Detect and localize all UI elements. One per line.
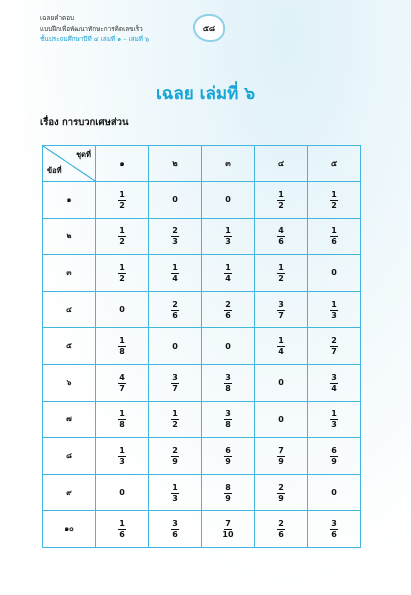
fraction-denominator: 9	[278, 456, 284, 466]
answer-cell	[255, 291, 308, 328]
fraction-answer	[277, 337, 285, 356]
fraction-denominator: 10	[222, 530, 234, 540]
answer-cell	[202, 182, 255, 219]
fraction-answer	[118, 337, 126, 356]
answer-cell	[149, 255, 202, 292]
column-header-set-1: ๑	[96, 146, 149, 182]
fraction-denominator: 3	[331, 420, 337, 430]
fraction-denominator: 3	[172, 237, 178, 247]
fraction-answer	[224, 227, 232, 246]
whole-number-answer: 0	[278, 414, 284, 424]
answer-cell	[149, 438, 202, 475]
whole-number-answer: 0	[172, 341, 178, 351]
answer-cell	[96, 182, 149, 219]
table-row	[43, 474, 361, 511]
table-row	[43, 438, 361, 475]
fraction-numerator: 3	[225, 409, 231, 419]
row-label: ๖	[43, 364, 96, 401]
fraction-answer	[330, 301, 338, 320]
fraction-answer	[330, 520, 338, 539]
fraction-denominator: 6	[331, 237, 337, 247]
table-row	[43, 255, 361, 292]
answer-cell	[96, 474, 149, 511]
fraction-denominator: 4	[331, 383, 337, 393]
fraction-numerator: 1	[331, 189, 337, 199]
fraction-numerator: 6	[331, 445, 337, 455]
fraction-answer	[330, 191, 338, 210]
answer-cell	[308, 291, 361, 328]
answer-cell	[202, 511, 255, 548]
row-label: ๙	[43, 474, 96, 511]
answer-table-body	[43, 182, 361, 548]
answer-cell	[149, 474, 202, 511]
answer-cell	[149, 364, 202, 401]
answer-cell	[255, 218, 308, 255]
fraction-answer	[277, 264, 285, 283]
fraction-numerator: 1	[278, 336, 284, 346]
row-label: ๑	[43, 182, 96, 219]
answer-cell	[202, 218, 255, 255]
fraction-denominator: 2	[278, 273, 284, 283]
fraction-denominator: 7	[172, 383, 178, 393]
fraction-answer	[224, 264, 232, 283]
fraction-answer	[118, 374, 126, 393]
whole-number-answer: 0	[225, 195, 231, 205]
fraction-answer	[277, 520, 285, 539]
answer-cell	[308, 401, 361, 438]
answer-cell	[202, 255, 255, 292]
fraction-numerator: 2	[278, 519, 284, 529]
fraction-denominator: 7	[119, 383, 125, 393]
whole-number-answer: 0	[278, 378, 284, 388]
answer-cell	[96, 438, 149, 475]
whole-number-answer: 0	[119, 305, 125, 315]
answer-cell	[202, 474, 255, 511]
fraction-answer	[171, 264, 179, 283]
answer-cell	[255, 438, 308, 475]
fraction-numerator: 1	[278, 189, 284, 199]
fraction-answer	[330, 410, 338, 429]
fraction-denominator: 9	[172, 456, 178, 466]
fraction-denominator: 9	[331, 456, 337, 466]
row-label: ๘	[43, 438, 96, 475]
fraction-numerator: 3	[331, 372, 337, 382]
fraction-denominator: 8	[225, 420, 231, 430]
fraction-denominator: 6	[225, 310, 231, 320]
fraction-answer	[171, 227, 179, 246]
fraction-answer	[330, 227, 338, 246]
answer-cell	[202, 401, 255, 438]
fraction-answer	[277, 447, 285, 466]
fraction-numerator: 3	[172, 519, 178, 529]
answer-cell	[308, 474, 361, 511]
fraction-denominator: 2	[331, 200, 337, 210]
answer-cell	[149, 401, 202, 438]
whole-number-answer: 0	[331, 488, 337, 498]
fraction-numerator: 3	[278, 299, 284, 309]
fraction-denominator: 3	[331, 310, 337, 320]
answer-cell	[96, 328, 149, 365]
fraction-numerator: 1	[172, 262, 178, 272]
table-row	[43, 401, 361, 438]
page-number-badge: ๕๘	[193, 14, 225, 42]
fraction-denominator: 2	[119, 237, 125, 247]
answer-table	[42, 145, 361, 548]
fraction-answer	[224, 374, 232, 393]
page-title: เฉลย เล่มที่ ๖	[155, 84, 256, 104]
fraction-numerator: 1	[119, 226, 125, 236]
row-label: ๔	[43, 291, 96, 328]
fraction-answer	[171, 484, 179, 503]
answer-cell	[255, 328, 308, 365]
table-row	[43, 364, 361, 401]
fraction-denominator: 4	[172, 273, 178, 283]
fraction-answer	[118, 410, 126, 429]
answer-cell	[202, 291, 255, 328]
answer-cell	[255, 401, 308, 438]
fraction-numerator: 1	[172, 409, 178, 419]
answer-cell	[202, 328, 255, 365]
table-row	[43, 182, 361, 219]
fraction-denominator: 6	[119, 530, 125, 540]
fraction-denominator: 8	[119, 420, 125, 430]
answer-cell	[96, 364, 149, 401]
answer-cell	[96, 255, 149, 292]
answer-cell	[96, 291, 149, 328]
fraction-denominator: 6	[331, 530, 337, 540]
subject-heading: เรื่อง การบวกเศษส่วน	[40, 117, 129, 128]
fraction-denominator: 9	[225, 493, 231, 503]
fraction-numerator: 1	[331, 409, 337, 419]
answer-cell	[255, 474, 308, 511]
fraction-answer	[224, 447, 232, 466]
fraction-numerator: 1	[331, 299, 337, 309]
fraction-numerator: 1	[225, 226, 231, 236]
fraction-numerator: 1	[278, 262, 284, 272]
fraction-denominator: 2	[172, 420, 178, 430]
table-row	[43, 328, 361, 365]
answer-cell	[255, 364, 308, 401]
fraction-denominator: 6	[278, 530, 284, 540]
fraction-denominator: 9	[225, 456, 231, 466]
fraction-denominator: 3	[225, 237, 231, 247]
whole-number-answer: 0	[331, 268, 337, 278]
fraction-numerator: 1	[172, 482, 178, 492]
fraction-numerator: 1	[119, 519, 125, 529]
diagonal-divider	[43, 146, 95, 181]
fraction-answer	[330, 337, 338, 356]
row-label: ๒	[43, 218, 96, 255]
table-row	[43, 218, 361, 255]
fraction-denominator: 7	[278, 310, 284, 320]
fraction-numerator: 1	[331, 226, 337, 236]
table-row	[43, 511, 361, 548]
fraction-denominator: 2	[119, 273, 125, 283]
answer-cell	[308, 364, 361, 401]
answer-cell	[308, 328, 361, 365]
fraction-numerator: 2	[331, 336, 337, 346]
answer-cell	[308, 438, 361, 475]
fraction-denominator: 6	[172, 530, 178, 540]
fraction-numerator: 1	[225, 262, 231, 272]
table-row	[43, 291, 361, 328]
fraction-numerator: 2	[172, 226, 178, 236]
fraction-answer	[330, 374, 338, 393]
fraction-answer	[118, 227, 126, 246]
fraction-answer	[171, 520, 179, 539]
row-label: ๑๐	[43, 511, 96, 548]
answer-cell	[96, 218, 149, 255]
answer-cell	[149, 328, 202, 365]
fraction-answer	[224, 484, 232, 503]
fraction-denominator: 3	[119, 456, 125, 466]
fraction-answer	[277, 484, 285, 503]
answer-cell	[149, 182, 202, 219]
answer-cell	[308, 255, 361, 292]
fraction-answer	[277, 227, 285, 246]
fraction-denominator: 2	[278, 200, 284, 210]
page-header	[40, 13, 149, 45]
fraction-answer	[171, 374, 179, 393]
fraction-answer	[171, 410, 179, 429]
column-header-set-2: ๒	[149, 146, 202, 182]
column-header-set-5: ๕	[308, 146, 361, 182]
fraction-numerator: 1	[119, 262, 125, 272]
answer-cell	[202, 438, 255, 475]
corner-label-item: ข้อที่	[47, 166, 62, 175]
row-label: ๓	[43, 255, 96, 292]
fraction-denominator: 4	[278, 347, 284, 357]
fraction-answer	[118, 520, 126, 539]
fraction-numerator: 4	[278, 226, 284, 236]
fraction-numerator: 1	[119, 336, 125, 346]
fraction-answer	[224, 410, 232, 429]
fraction-denominator: 8	[225, 383, 231, 393]
table-header-row	[43, 146, 361, 182]
fraction-numerator: 8	[225, 482, 231, 492]
answer-cell	[202, 364, 255, 401]
row-label: ๗	[43, 401, 96, 438]
column-header-set-3: ๓	[202, 146, 255, 182]
fraction-numerator: 1	[119, 189, 125, 199]
row-label: ๕	[43, 328, 96, 365]
fraction-numerator: 2	[172, 299, 178, 309]
fraction-answer	[118, 191, 126, 210]
fraction-answer	[277, 301, 285, 320]
answer-cell	[255, 255, 308, 292]
fraction-numerator: 7	[278, 445, 284, 455]
fraction-answer	[118, 447, 126, 466]
fraction-numerator: 2	[225, 299, 231, 309]
answer-cell	[255, 511, 308, 548]
whole-number-answer: 0	[172, 195, 178, 205]
answer-cell	[96, 511, 149, 548]
fraction-denominator: 4	[225, 273, 231, 283]
answer-cell	[149, 291, 202, 328]
fraction-numerator: 1	[119, 445, 125, 455]
fraction-numerator: 2	[278, 482, 284, 492]
fraction-denominator: 8	[119, 347, 125, 357]
answer-cell	[149, 511, 202, 548]
answer-cell	[149, 218, 202, 255]
fraction-numerator: 1	[119, 409, 125, 419]
whole-number-answer: 0	[119, 488, 125, 498]
fraction-denominator: 7	[331, 347, 337, 357]
fraction-numerator: 7	[225, 519, 231, 529]
fraction-answer	[118, 264, 126, 283]
fraction-denominator: 9	[278, 493, 284, 503]
answer-cell	[96, 401, 149, 438]
answer-cell	[308, 511, 361, 548]
fraction-numerator: 3	[225, 372, 231, 382]
fraction-numerator: 3	[331, 519, 337, 529]
fraction-answer	[330, 447, 338, 466]
fraction-answer	[222, 520, 233, 539]
answer-cell	[255, 182, 308, 219]
fraction-denominator: 2	[119, 200, 125, 210]
header-line-book-name: แบบฝึกเพื่อพัฒนาทักษะการคิดเลขเร็ว	[40, 24, 143, 33]
fraction-answer	[224, 301, 232, 320]
fraction-answer	[171, 301, 179, 320]
corner-label-set: ชุดที่	[76, 150, 91, 159]
corner-header-cell	[43, 146, 96, 182]
whole-number-answer: 0	[225, 341, 231, 351]
fraction-numerator: 4	[119, 372, 125, 382]
fraction-answer	[277, 191, 285, 210]
answer-cell	[308, 218, 361, 255]
header-line-grade-volumes: ชั้นประถมศึกษาปีที่ ๔ เล่มที่ ๑ – เล่มที่ ๖	[40, 35, 150, 43]
fraction-numerator: 2	[172, 445, 178, 455]
fraction-denominator: 6	[278, 237, 284, 247]
fraction-numerator: 6	[225, 445, 231, 455]
fraction-numerator: 3	[172, 372, 178, 382]
fraction-denominator: 3	[172, 493, 178, 503]
answer-cell	[308, 182, 361, 219]
header-line-answer-key: เฉลยคำตอบ	[40, 14, 75, 22]
column-header-set-4: ๔	[255, 146, 308, 182]
fraction-answer	[171, 447, 179, 466]
fraction-denominator: 6	[172, 310, 178, 320]
